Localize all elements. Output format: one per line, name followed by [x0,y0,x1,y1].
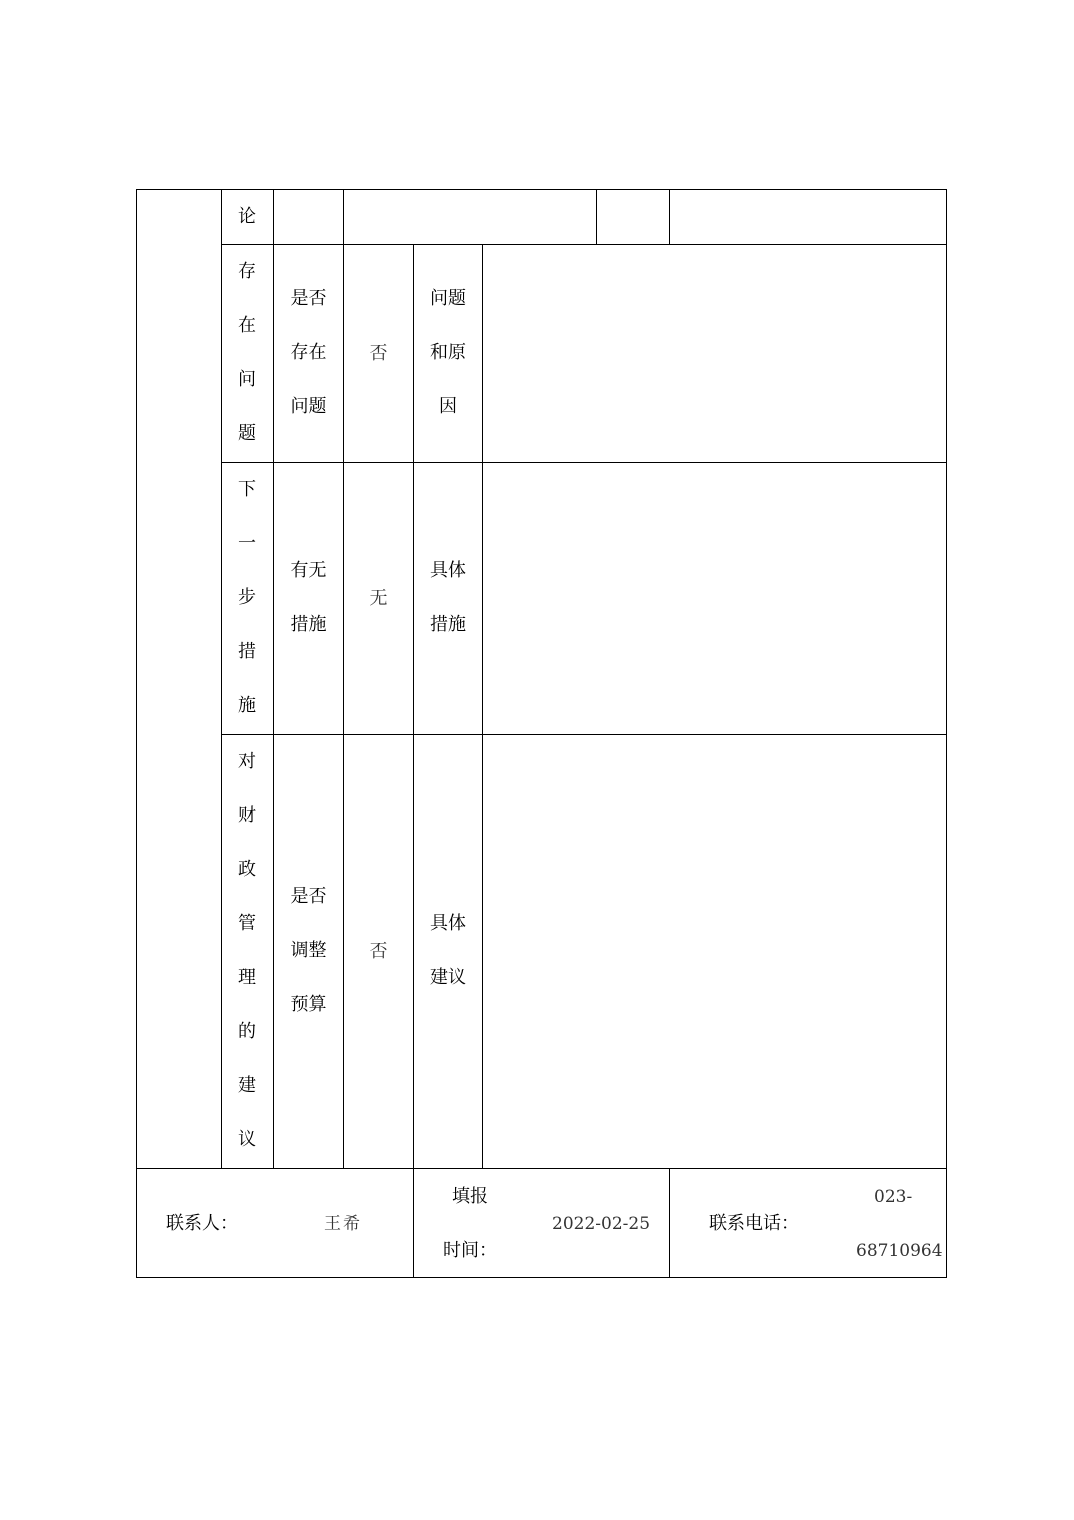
suggestions-detail-label: 具体 建议 [430,913,466,988]
next-steps-label: 下 一 步 措 施 [238,479,256,716]
table-bottom-border [136,1277,947,1278]
next-steps-answer: 无 [369,588,388,609]
phone-label: 联系电话： [709,1213,799,1234]
col-divider-e [482,244,483,1168]
suggestions-question: 是否 调整 预算 [290,886,327,1015]
contact-name: 王希 [324,1214,362,1234]
col-divider-c [343,189,344,1168]
phone-bottom: 68710964 [856,1241,943,1261]
problems-label: 存 在 问 题 [238,261,256,444]
table-top-border [136,189,947,190]
suggestions-answer: 否 [369,941,388,962]
table-left-border [136,189,137,1278]
next-steps-detail-label: 具体 措施 [430,560,466,635]
suggestions-label: 对 财 政 管 理 的 建 议 [238,751,256,1150]
contact-label: 联系人： [166,1213,238,1234]
row-divider-1 [221,244,947,245]
next-steps-question: 有无 措施 [290,560,327,635]
phone-top: 023- [874,1187,913,1207]
date-value: 2022-02-25 [552,1214,651,1234]
date-label-bottom: 时间： [443,1240,497,1261]
conclusion-label: 论 [238,206,256,227]
footer-divider [669,1168,670,1278]
row-divider-2 [221,462,947,463]
problems-detail-label: 问题 和原 因 [430,288,466,417]
date-label-top: 填报 [452,1186,488,1207]
problems-answer: 否 [369,343,388,364]
col-divider-f [596,189,597,244]
col-divider-g [669,189,670,244]
row-divider-3 [221,734,947,735]
table-right-border [946,189,947,1278]
footer-top-border [136,1168,947,1169]
problems-question: 是否 存在 问题 [290,288,327,417]
